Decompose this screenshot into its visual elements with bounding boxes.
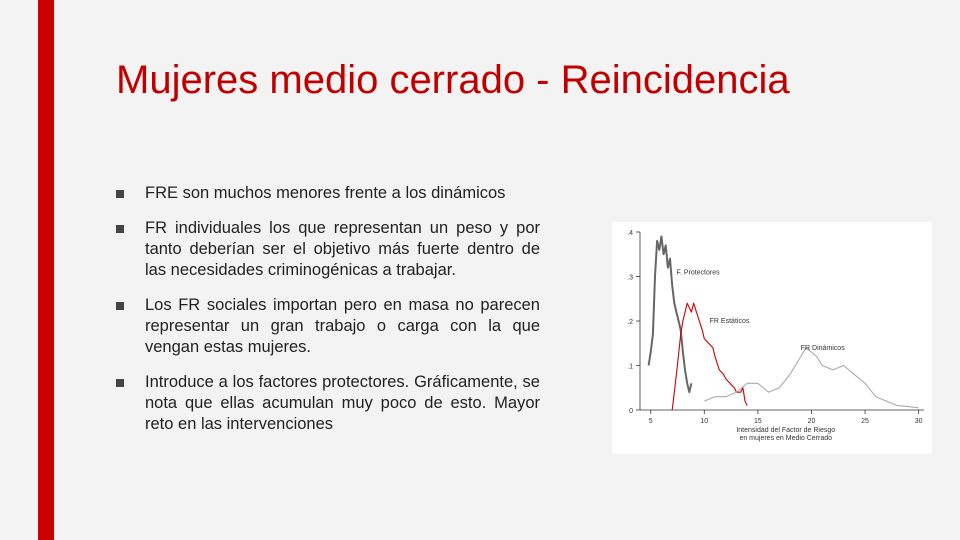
bullet-item [116,295,540,358]
series-line-2 [704,348,918,408]
series-label: FR Estáticos [709,318,750,326]
bullet-text: FRE son muchos menores frente a los dinámicos [145,184,506,202]
bullet-text: FR individuales los que representan un peso y por tanto deberían ser el objetivo más fuerte dentro de las necesidades criminogénicas a trabajar. [145,219,540,279]
series-label: FR Dinámicos [800,344,845,352]
density-chart [612,222,932,454]
x-tick-label: 30 [914,418,923,425]
series-label: F. Protectores [676,269,720,277]
x-axis-label: Intensidad del Factor de Riesgo [736,427,836,434]
square-bullet-icon [116,190,124,198]
y-tick-label: .3 [627,274,633,282]
square-bullet-icon [116,379,124,387]
y-tick-label: .1 [627,363,633,371]
y-tick-label: 0 [629,408,633,415]
y-tick-label: .2 [627,319,633,326]
x-tick-label: 25 [861,418,869,425]
x-tick-label: 5 [648,418,653,425]
square-bullet-icon [116,225,124,233]
bullet-item [116,372,540,435]
x-tick-label: 10 [700,418,709,425]
x-tick-label: 20 [807,418,816,425]
accent-bar [38,0,54,540]
bullet-item [116,183,540,204]
x-axis-label: en mujeres en Medio Cerrado [739,435,833,442]
y-tick-label: .4 [627,230,633,237]
density-chart-svg [612,222,932,454]
x-tick-label: 15 [753,418,762,425]
bullet-text: Los FR sociales importan pero en masa no parecen representar un gran trabajo o carga con la que vengan estas mujeres. [145,296,540,356]
square-bullet-icon [116,302,124,310]
slide-title: Mujeres medio cerrado - Reincidencia [116,58,790,102]
bullet-text: Introduce a los factores protectores. Gráficamente, se nota que ellas acumulan muy poco de esto. Mayor reto en las intervenciones [145,373,540,433]
bullet-item [116,218,540,281]
bullet-list [116,183,540,449]
